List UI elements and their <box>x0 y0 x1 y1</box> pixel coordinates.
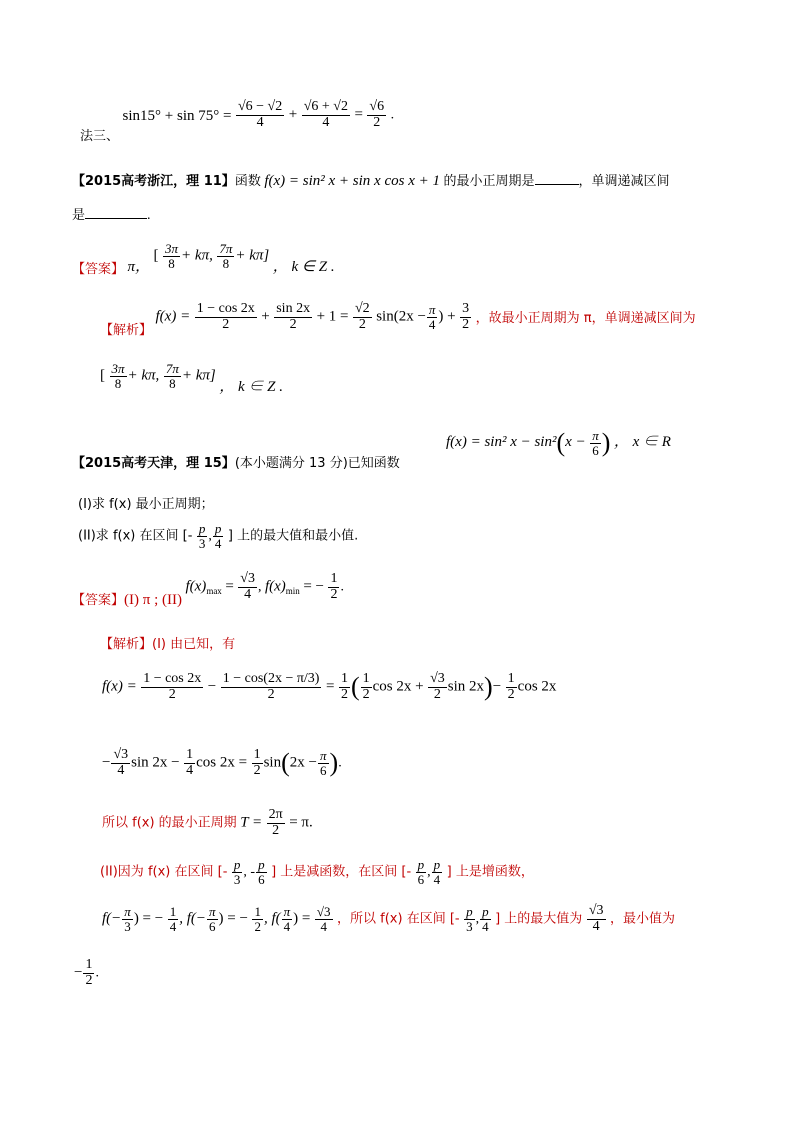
q1-line2: 是 . <box>72 204 151 224</box>
q2-line: 【2015高考天津，理 15】(本小题满分 13 分)已知函数 <box>72 456 400 471</box>
method3-frac2: $\frac{√6 + √2}{4}$ <box>303 99 348 130</box>
s1-label: 【解析】 <box>100 323 153 339</box>
method3-label: 法三、 <box>80 129 120 145</box>
a2-line: 【答案】(I) π ; (II) $f(x)_{max}$ = $\frac{√3}{4}$ , $f(x)_{min}$ = − $\frac{1}{2}$ . <box>72 571 344 609</box>
s3-line2: f(− $\frac{\pi}{3}$ ) = − $\frac{1}{4}$ , f(− $\frac{\pi}{6}$ ) = − $\frac{1}{2}$ , f( $\frac{\pi}{4}$ ) = $\frac{√3}{4}$ ，所以 f(x) 在区间 [- $\frac{p}{3}$ , $\frac{p}{4}$ ] 上的最大值为 $\frac{√3}{4}$ ，最小值为 <box>102 903 676 934</box>
s2-period: 所以 f(x) 的最小正周期 T = $\frac{2\pi}{2}$ = π. <box>102 807 313 838</box>
s1-line2: [ $\frac{3\pi}{8}$ + kπ, $\frac{7\pi}{8}$ + kπ] ， k ∈ Z . <box>100 361 283 396</box>
q1-blank-2 <box>85 204 147 219</box>
method3-line: 法三、 sin15° + sin 75° = $\frac{√6 - √2}{4}$ + $\frac{√6 + √2}{4}$ = $\frac{√6}{2}$ . <box>80 99 395 145</box>
q1-function: f(x) = sin² x + sin x cos x + 1 <box>264 173 440 189</box>
s2-intro-line: 【解析】(I) 由已知，有 <box>100 637 236 652</box>
q2-source: 【2015高考天津，理 15】 <box>72 456 235 471</box>
s2-label: 【解析】 <box>100 637 153 652</box>
q1-source: 【2015高考浙江，理 11】 <box>72 174 235 189</box>
s2-eq1: f(x) = $\frac{1 - \cos 2x}{2}$ − $\frac{1 - \cos(2x - \pi/3)}{2}$ = $\frac{1}{2}$ ( $\frac{1}{2}$ cos 2x + $\frac{√3}{2}$ sin 2x)− $\frac{1}{2}$ cos 2x <box>102 671 557 702</box>
method3-lhs: sin15° + sin 75° = <box>122 108 232 125</box>
method3-frac3: $\frac{√6}{2}$ <box>369 99 385 130</box>
q2-function: f(x) = sin² x − sin²(x − $\frac{\pi}{6}$ ) ， x ∈ R <box>446 427 671 458</box>
q1-blank-1 <box>535 170 579 185</box>
q2-part2: (II)求 f(x) 在区间 [- $\frac{p}{3}$ , $\frac{p}{4}$ ] 上的最大值和最小值. <box>78 521 359 551</box>
s2-eq2: − $\frac{√3}{4}$ sin 2x − $\frac{1}{4}$ cos 2x = $\frac{1}{2}$ sin(2x − $\frac{\pi}{6}$ ). <box>102 747 342 778</box>
a1-label: 【答案】 <box>72 262 125 278</box>
a1-line: 【答案】 π， [ $\frac{3\pi}{8}$ + kπ, $\frac{7\pi}{8}$ + kπ] ， k ∈ Z . <box>72 241 335 278</box>
q1-line: 【2015高考浙江，理 11】函数 f(x) = sin² x + sin x cos x + 1 的最小正周期是 ，单调递减区间 <box>72 170 670 190</box>
method3-frac1: $\frac{√6 - √2}{4}$ <box>237 99 283 130</box>
s3-line1: (II)因为 f(x) 在区间 [- $\frac{p}{3}$ , - $\frac{p}{6}$ ] 上是减函数，在区间 [- $\frac{p}{6}$ , $\frac{p}{4}$ ] 上是增函数， <box>100 857 534 887</box>
a2-label: 【答案】 <box>72 593 125 609</box>
q2-part1: (I)求 f(x) 最小正周期； <box>78 497 214 512</box>
s1-line: 【解析】 f(x) = $\frac{1 - \cos 2x}{2}$ + $\frac{\sin 2x}{2}$ + 1 = $\frac{√2}{2}$ sin(2x − $\frac{\pi}{4}$ ) + $\frac{3}{2}$ ，故最小正周期为 π，单调递减区间为 <box>100 301 696 339</box>
s3-line3: − $\frac{1}{2}$ . <box>74 957 99 988</box>
